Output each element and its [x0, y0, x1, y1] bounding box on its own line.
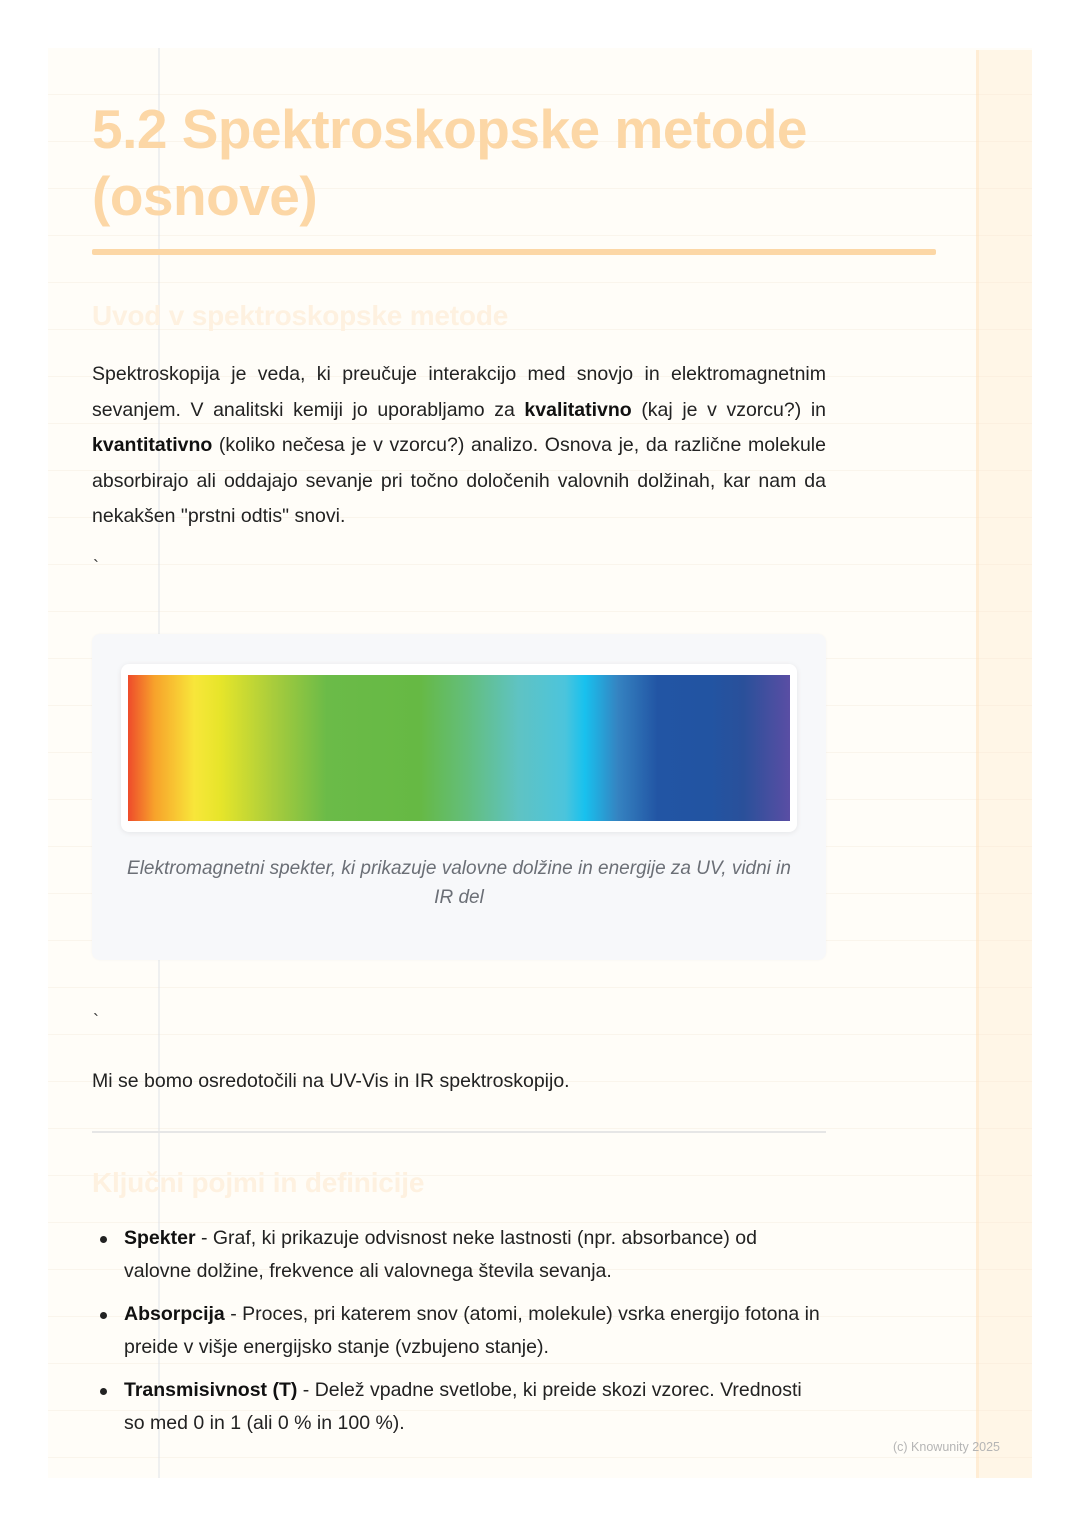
section-heading-intro: Uvod v spektroskopske metode [92, 300, 509, 331]
bullet-icon [100, 1236, 107, 1243]
definition-term: Transmisivnost (T) [124, 1379, 298, 1401]
page-title: 5.2 Spektroskopske metode (osnove) [92, 98, 808, 227]
title-underline [92, 249, 936, 255]
closing-paragraph: Mi se bomo osredotočili na UV-Vis in IR spektroskopijo. [92, 1070, 570, 1092]
bullet-icon [100, 1388, 107, 1395]
section-heading-definitions: Ključni pojmi in definicije [92, 1167, 425, 1198]
stray-backtick: ` [93, 557, 99, 577]
definition-term: Spekter [124, 1227, 196, 1249]
definition-term: Absorpcija [124, 1303, 225, 1325]
definitions-list [92, 1222, 826, 1450]
definition-text: - Graf, ki prikazuje odvisnost neke lastnosti (npr. absorbance) od valovne dolžine, frekvence ali valovnega števila sevanja. [124, 1227, 757, 1282]
right-margin-band [976, 50, 1032, 1478]
copyright-footer: (c) Knowunity 2025 [893, 1440, 1001, 1454]
intro-text-1: Spektroskopija je veda, ki preučuje interakcijo med snovjo in elektromagnetnim sevanjem. V analitski kemiji jo uporabljamo za [92, 363, 826, 421]
list-item [92, 1222, 826, 1288]
bullet-icon [100, 1312, 107, 1319]
intro-bold-qualitative: kvalitativno [524, 398, 632, 421]
figure-caption: Elektromagnetni spekter, ki prikazuje valovne dolžine in energije za UV, vidni in IR del [127, 858, 791, 908]
list-item [92, 1374, 826, 1440]
intro-paragraph [92, 357, 826, 535]
intro-bold-quantitative: kvantitativno [92, 434, 213, 456]
intro-text-2: (kaj je v vzorcu?) in [631, 398, 826, 421]
spectrum-figure [92, 634, 826, 960]
section-divider [92, 1131, 826, 1133]
definition-text: - Proces, pri katerem snov (atomi, molekule) vsrka energijo fotona in preide v višje energijsko stanje (vzbujeno stanje). [124, 1303, 820, 1358]
intro-text-3: (koliko nečesa je v vzorcu?) analizo. Osnova je, da različne molekule absorbirajo ali oddajajo sevanje pri točno določenih valovnih dolžinah, kar nam da nekakšen "prstni odtis" snovi. [92, 434, 826, 527]
stray-backtick: ` [93, 1011, 99, 1031]
electromagnetic-spectrum-image [128, 675, 790, 821]
list-item [92, 1298, 826, 1364]
definition-text: - Delež vpadne svetlobe, ki preide skozi vzorec. Vrednosti so med 0 in 1 (ali 0 % in 100 %). [124, 1379, 802, 1434]
spectrum-image-frame [121, 664, 797, 832]
